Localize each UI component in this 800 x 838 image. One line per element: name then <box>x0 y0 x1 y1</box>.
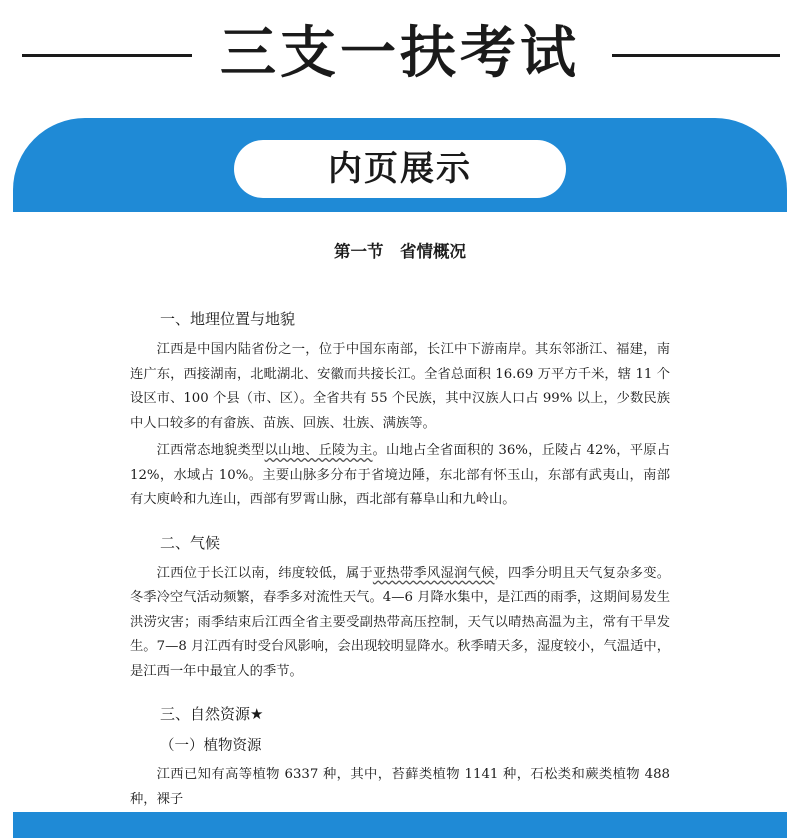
heading-geography: 一、地理位置与地貌 <box>160 310 296 328</box>
paragraph-geography-2 <box>130 439 670 513</box>
heading-climate: 二、气候 <box>160 533 221 552</box>
paragraph-geography-1: 江西是中国内陆省份之一，位于中国东南部，长江中下游南岸。其东邻浙江、福建，南连广东，西接湖南，北毗湖北、安徽而共接长江。全省总面积 16.69 万平方千米，辖 11 个设区市、100 个县（市、区）。全省共有 55 个民族，其中汉族人口占 99% 以上，少数民族中人口较多的有畲族、苗族、回族、壮族、满族等。 <box>130 342 670 431</box>
subheading-plants: （一）植物资源 <box>160 738 262 754</box>
wavy-underline-text: 以山地、丘陵为主 <box>264 443 373 458</box>
heading-resources: 三、自然资源★ <box>160 705 264 723</box>
paragraph-climate <box>130 562 670 685</box>
paragraph-plants: 江西已知有高等植物 6337 种，其中，苔藓类植物 1141 种，石松类和蕨类植物 488 种，裸子 <box>130 767 670 807</box>
book-page <box>130 236 670 815</box>
preview-label-pill: 内页展示 <box>234 140 566 198</box>
text-run: 。山地占全省面积的 36%，丘陵占 42%，平原占 12%，水域占 10%。主要山脉多分布于省境边陲，东北部有怀玉山，东部有武夷山，南部有大庾岭和九连山，西部有罗霄山脉，西北部有幕阜山和九岭山。 <box>130 443 671 507</box>
header-banner <box>0 0 800 110</box>
text-run: ，四季分明且天气复杂多变。冬季冷空气活动频繁，春季多对流性天气。4—6 月降水集中，是江西的雨季，这期间易发生洪涝灾害；雨季结束后江西全省主要受副热带高压控制，天气以晴热高温为主，常有干旱发生。7—8 月江西有时受台风影响，会出现较明显降水。秋季晴天多，湿度较小，气温适中，是江西一年中最宜人的季节。 <box>130 565 671 679</box>
text-run: 江西位于长江以南，纬度较低，属于 <box>156 565 373 581</box>
text-run: 江西常态地貌类型 <box>156 443 265 458</box>
title-rule-left <box>22 54 192 57</box>
banner-title: 三支一扶考试 <box>220 21 580 86</box>
wavy-underline-text: 亚热带季风湿润气候 <box>372 565 495 581</box>
title-rule-right <box>612 54 780 57</box>
section-title: 第一节 省情概况 <box>334 242 466 261</box>
